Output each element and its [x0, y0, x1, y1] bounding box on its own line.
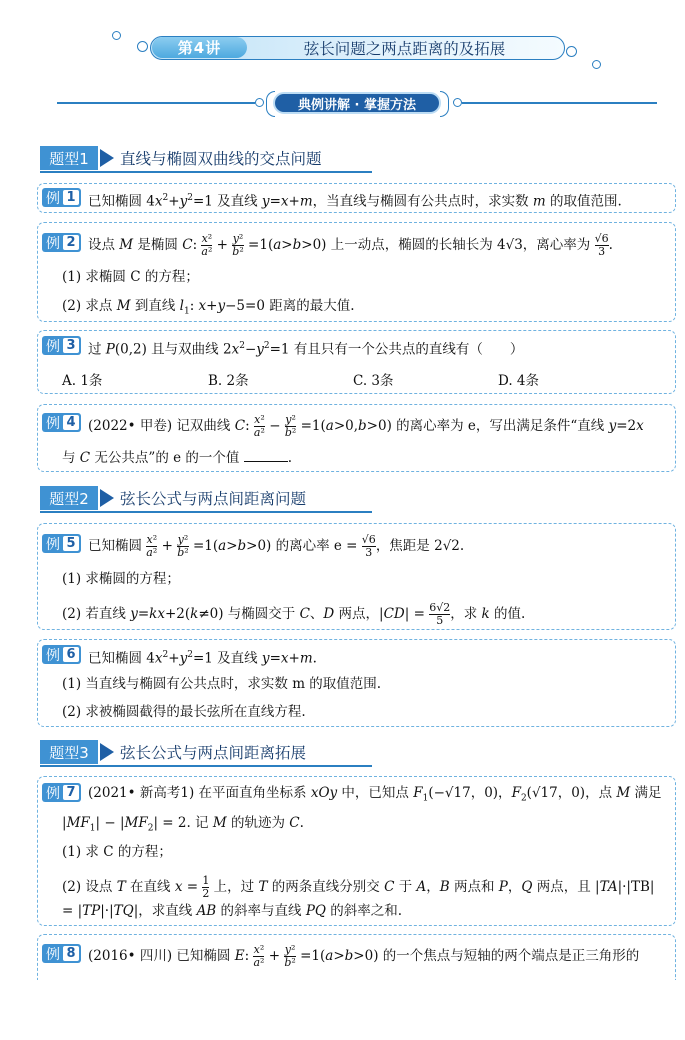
example-tag: 例 1 [42, 188, 81, 207]
option-d: D. 4条 [498, 373, 540, 389]
example-text: 设点 M 是椭圆 C: x² a² + y² b² =1(a>b>0) 上一动点，椭圆的长轴长为 4√3，离心率为 √6 3 . [88, 232, 613, 258]
example-tag: 例 8 [42, 944, 81, 963]
example-box-8 [37, 934, 676, 980]
type-heading-2 [40, 486, 380, 510]
example-box-2 [37, 222, 676, 322]
decor-circle [453, 98, 462, 107]
section-rule-right [462, 102, 657, 104]
type-tag: 题型2 [40, 486, 98, 510]
type-heading-3 [40, 740, 380, 764]
decor-circle [592, 60, 601, 69]
example-text: (2021• 新高考1) 在平面直角坐标系 xOy 中，已知点 $F_1(-√17$，0)，$F_2(√17$，0)，点 M 满足 [88, 785, 662, 804]
example-text: 过 P(0,2) 且与双曲线 $2x^2-y^2=1$ 有且只有一个公共点的直线有（ ） [88, 341, 524, 358]
option-c: C. 3条 [353, 373, 394, 389]
type-underline [40, 765, 372, 767]
type-heading-1 [40, 146, 380, 170]
example-text: (2) 求点 M 到直线 $l_1$: x+y−5=0 距离的最大值. [62, 298, 355, 317]
type-title: 直线与椭圆双曲线的交点问题 [120, 150, 322, 168]
example-text: (2) 若直线 y=kx+2(k≠0) 与椭圆交于 C、D 两点，|CD| = 6√2 5 ，求 k 的值. [62, 601, 526, 627]
decor-circle [255, 98, 264, 107]
example-text: (1) 求椭圆的方程； [62, 571, 180, 587]
example-tag: 例 4 [42, 413, 81, 432]
example-text: 已知椭圆 $4x^2+y^2=1$ 及直线 y=x+m，当直线与椭圆有公共点时，求实数 m 的取值范围. [88, 193, 622, 210]
example-box-6 [37, 639, 676, 727]
example-tag: 例 6 [42, 645, 81, 664]
play-arrow-icon [100, 149, 114, 167]
example-text: (2022• 甲卷) 记双曲线 C: x² a² − y² b² =1(a>0,b>0) 的离心率为 e，写出满足条件“直线 y=2x [88, 413, 644, 439]
example-box-1 [37, 183, 676, 213]
example-tag: 例 5 [42, 534, 81, 553]
decor-circle [566, 46, 577, 57]
example-tag: 例 7 [42, 783, 81, 802]
lesson-title: 弦长问题之两点距离的及拓展 [303, 40, 506, 58]
option-b: B. 2条 [208, 373, 249, 389]
example-text: = |TP|·|TQ|，求直线 AB 的斜率与直线 PQ 的斜率之和. [62, 903, 403, 919]
example-tag: 例 3 [42, 336, 81, 355]
example-text: (1) 当直线与椭圆有公共点时，求实数 m 的取值范围. [62, 676, 382, 692]
example-text: (2) 求被椭圆截得的最长弦所在直线方程. [62, 704, 306, 720]
type-underline [40, 511, 372, 513]
lesson-label: 第4讲 [152, 37, 247, 58]
example-box-4 [37, 404, 676, 472]
option-a: A. 1条 [62, 373, 103, 389]
type-title: 弦长公式与两点间距离拓展 [120, 744, 307, 762]
example-text: 已知椭圆 x² a² + y² b² =1(a>b>0) 的离心率 e = √6 3 ，焦距是 2√2. [88, 533, 465, 559]
play-arrow-icon [100, 743, 114, 761]
example-text: 与 C 无公共点”的 e 的一个值 . [62, 450, 292, 466]
example-text: (2) 设点 T 在直线 x = 1 2 上，过 T 的两条直线分别交 C 于 A，B 两点和 P，Q 两点，且 |TA|·|TB| [62, 874, 655, 900]
play-arrow-icon [100, 489, 114, 507]
decor-circle [112, 31, 121, 40]
type-tag: 题型1 [40, 146, 98, 170]
type-title: 弦长公式与两点间距离问题 [120, 490, 307, 508]
section-bracket-right [440, 91, 449, 117]
example-box-3 [37, 330, 676, 394]
example-text: (2016• 四川) 已知椭圆 E: x² a² + y² b² =1(a>b>0) 的一个焦点与短轴的两个端点是正三角形的 [88, 943, 640, 969]
section-label: 典例讲解 · 掌握方法 [273, 92, 441, 114]
example-box-7 [37, 776, 676, 926]
example-tag: 例 2 [42, 233, 81, 252]
type-tag: 题型3 [40, 740, 98, 764]
example-text: $|MF_1| - |MF_2| = 2$. 记 M 的轨迹为 C. [62, 815, 304, 834]
example-text: (1) 求 C 的方程； [62, 844, 172, 860]
type-underline [40, 171, 372, 173]
section-rule-left [57, 102, 255, 104]
example-text: 已知椭圆 $4x^2+y^2=1$ 及直线 y=x+m. [88, 650, 317, 667]
example-text: (1) 求椭圆 C 的方程； [62, 269, 199, 285]
example-box-5 [37, 523, 676, 630]
decor-circle [137, 41, 148, 52]
